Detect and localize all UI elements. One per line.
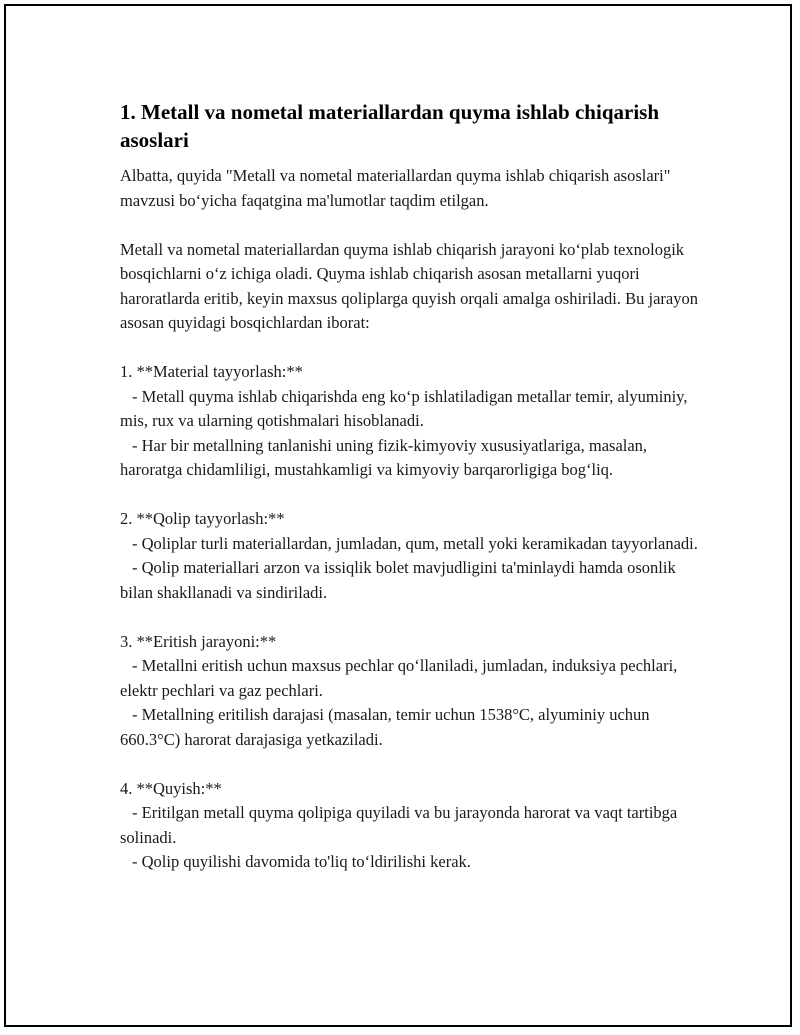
document-content (120, 98, 700, 875)
section-heading: 4. **Quyish:** (120, 778, 222, 798)
section-bullet: - Qoliplar turli materiallardan, jumladan, qum, metall yoki keramikadan tayyorlanadi. (132, 533, 698, 553)
section-heading: 3. **Eritish jarayoni:** (120, 631, 277, 651)
section-material (120, 360, 700, 483)
section-bullet: - Metallni eritish uchun maxsus pechlar qo‘llaniladi, jumladan, induksiya pechlari, elektr pechlari va gaz pechlari. (120, 656, 678, 700)
section-eritish (120, 630, 700, 753)
section-bullet: - Eritilgan metall quyma qolipiga quyiladi va bu jarayonda harorat va vaqt tartibga solinadi. (120, 803, 678, 847)
section-heading: 1. **Material tayyorlash:** (120, 362, 303, 381)
section-bullet: - Har bir metallning tanlanishi uning fizik-kimyoviy xususiyatlariga, masalan, haroratga chidamliligi, mustahkamligi va kimyoviy barqarorligiga bog‘liq. (120, 435, 648, 479)
document-page (4, 4, 792, 1027)
overview-paragraph: Metall va nometal materiallardan quyma ishlab chiqarish jarayoni ko‘plab texnologik bosqichlarni o‘z ichiga oladi. Quyma ishlab chiqarish asosan metallarni yuqori haroratlarda eritib, keyin maxsus qoliplarga quyish orqali amalga oshiriladi. Bu jarayon asosan quyidagi bosqichlardan iborat: (120, 239, 698, 332)
section-bullet: - Metallning eritilish darajasi (masalan, temir uchun 1538°C, alyuminiy uchun 660.3°C) harorat darajasiga yetkaziladi. (120, 705, 650, 749)
document-title: 1. Metall va nometal materiallardan quyma ishlab chiqarish asoslari (120, 100, 660, 152)
section-qolip (120, 507, 700, 605)
section-heading: 2. **Qolip tayyorlash:** (120, 509, 285, 528)
section-bullet: - Metall quyma ishlab chiqarishda eng ko‘p ishlatiladigan metallar temir, alyuminiy, mis, rux va ularning qotishmalari hisoblanadi. (120, 386, 688, 430)
section-quyish (120, 777, 700, 875)
intro-paragraph: Albatta, quyida "Metall va nometal materiallardan quyma ishlab chiqarish asoslari" mavzusi bo‘yicha faqatgina ma'lumotlar taqdim etilgan. (120, 166, 671, 210)
section-bullet: - Qolip quyilishi davomida to'liq to‘ldirilishi kerak. (132, 852, 471, 871)
section-bullet: - Qolip materiallari arzon va issiqlik bolet mavjudligini ta'minlaydi hamda osonlik bilan shakllanadi va sindiriladi. (120, 558, 676, 602)
